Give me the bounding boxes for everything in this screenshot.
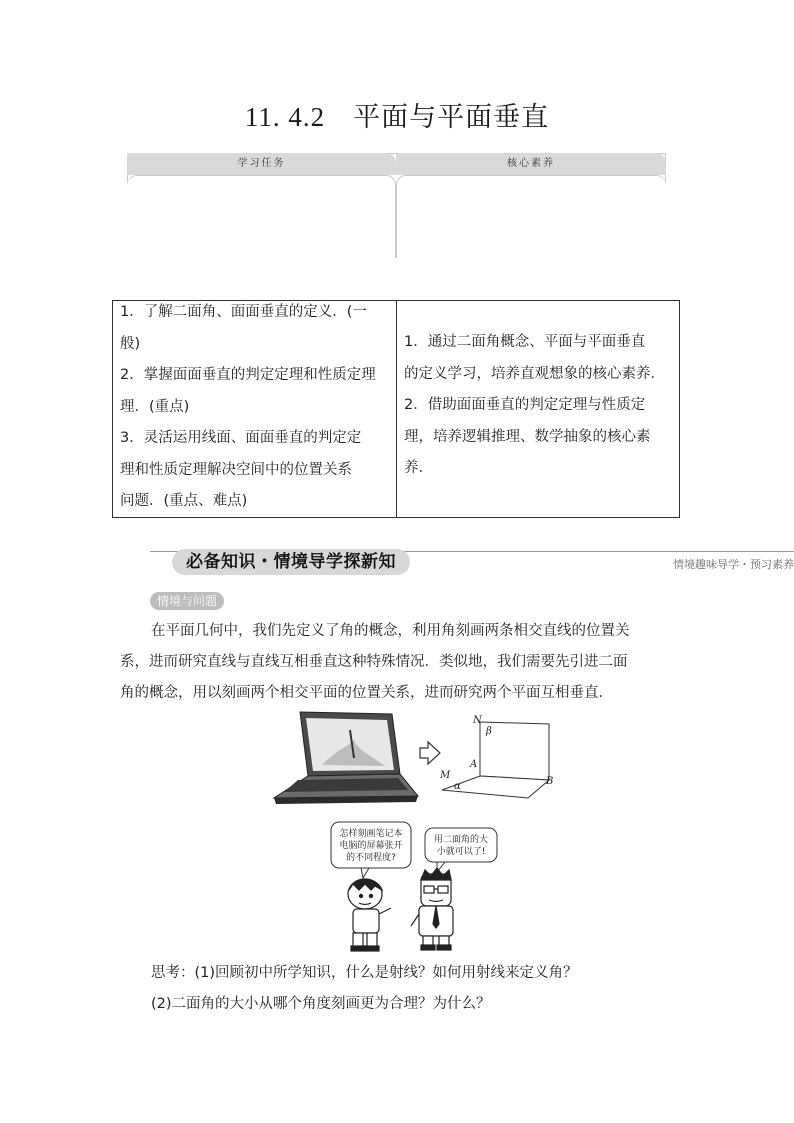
task-line: 般) bbox=[120, 335, 141, 352]
task-line: 问题．(重点、难点) bbox=[120, 493, 248, 509]
banner-subtitle: 情境趣味导学・预习素养 bbox=[673, 558, 794, 571]
cartoon-dialogue-figure bbox=[325, 820, 505, 952]
bubble-right-line: 用二面角的大 bbox=[433, 835, 489, 845]
section-title: 平面与平面垂直 bbox=[353, 102, 550, 133]
objectives-table bbox=[112, 300, 680, 518]
laptop-dihedral-figure bbox=[270, 710, 560, 810]
learning-tasks-column bbox=[120, 297, 392, 518]
laptop-illustration bbox=[274, 712, 418, 804]
section-number: 11. 4.2 bbox=[244, 102, 326, 132]
label-N: N bbox=[473, 715, 482, 726]
speech-bubble-right bbox=[425, 828, 497, 872]
bubble-left-line: 怎样刻画笔记本 bbox=[339, 829, 403, 839]
intro-line: 角的概念，用以刻画两个相交平面的位置关系，进而研究两个平面互相垂直． bbox=[120, 685, 613, 701]
intro-line: 在平面几何中，我们先定义了角的概念，利用角刻画两条相交直线的位置关 bbox=[151, 623, 630, 639]
header-learning-tasks: 学习任务 bbox=[127, 153, 396, 175]
header-core-literacy: 核心素养 bbox=[396, 153, 666, 175]
label-M: M bbox=[440, 770, 451, 781]
task-line: 2．掌握面面垂直的判定定理和性质定理 bbox=[120, 367, 376, 383]
task-line: 理．(重点) bbox=[120, 398, 190, 415]
section-banner bbox=[150, 548, 794, 578]
banner-title: 必备知识・情境导学探新知 bbox=[172, 549, 410, 575]
table-divider bbox=[396, 301, 397, 517]
bubble-left-line: 的不同程度? bbox=[346, 853, 396, 863]
transform-arrow bbox=[420, 742, 440, 764]
page-title bbox=[0, 95, 794, 134]
bubble-right-line: 小就可以了! bbox=[436, 847, 486, 857]
label-beta: β bbox=[486, 726, 492, 737]
literacy-line: 2．借助面面垂直的判定定理与性质定 bbox=[404, 397, 646, 413]
question-2: (2)二面角的大小从哪个角度刻画更为合理？为什么？ bbox=[151, 996, 491, 1012]
panel-learning-tasks bbox=[127, 175, 396, 258]
scenario-tag: 情境与问题 bbox=[150, 592, 224, 610]
task-header-table bbox=[127, 153, 666, 258]
label-alpha: α bbox=[454, 781, 461, 792]
literacy-line: 养． bbox=[404, 460, 433, 476]
literacy-line: 的定义学习，培养直观想象的核心素养． bbox=[404, 365, 665, 382]
label-A: A bbox=[470, 759, 478, 770]
intro-paragraph bbox=[120, 616, 680, 709]
speech-bubble-left bbox=[331, 822, 411, 878]
student-character bbox=[348, 879, 391, 951]
task-line: 3．灵活运用线面、面面垂直的判定定 bbox=[120, 430, 362, 446]
literacy-line: 1．通过二面角概念、平面与平面垂直 bbox=[404, 334, 646, 350]
bubble-left-line: 电脑的屏幕张开 bbox=[339, 841, 403, 851]
question-1: 思考：(1)回顾初中所学知识，什么是射线？如何用射线来定义角？ bbox=[151, 965, 578, 981]
thinking-questions bbox=[151, 958, 578, 1020]
task-line: 理和性质定理解决空间中的位置关系 bbox=[120, 461, 352, 478]
panel-core-literacy bbox=[396, 175, 666, 258]
task-line: 1．了解二面角、面面垂直的定义．(一 bbox=[120, 304, 367, 320]
literacy-line: 理，培养逻辑推理、数学抽象的核心素 bbox=[404, 428, 651, 445]
core-literacy-column bbox=[404, 327, 678, 485]
label-B: B bbox=[546, 776, 554, 787]
teacher-character bbox=[411, 868, 453, 950]
intro-line: 系，进而研究直线与直线互相垂直这种特殊情况．类似地，我们需要先引进二面 bbox=[120, 654, 628, 670]
